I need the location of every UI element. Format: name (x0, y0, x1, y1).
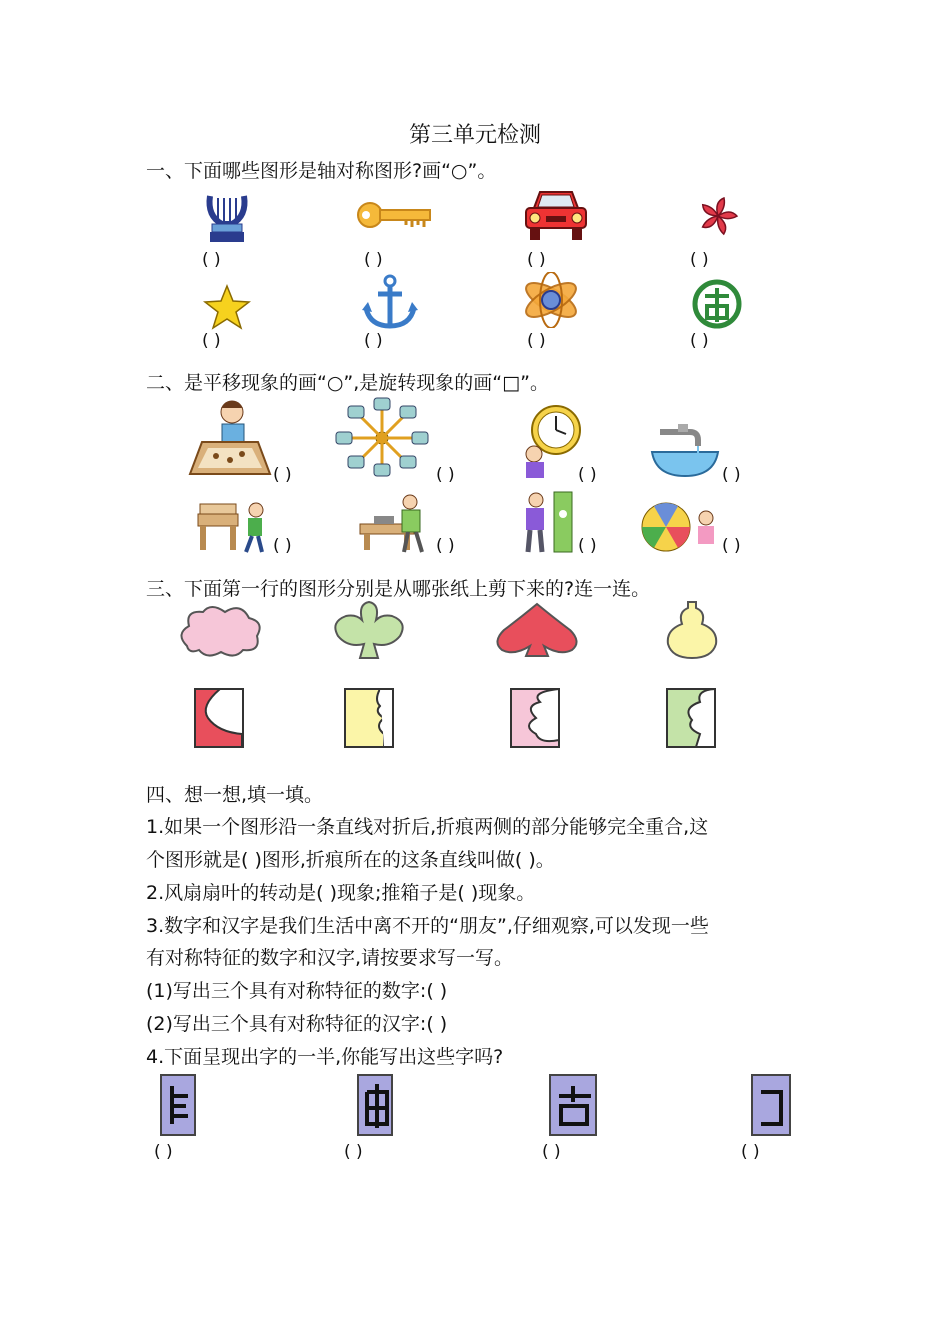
anchor-icon (360, 274, 420, 330)
q4-line-7[interactable]: (2)写出三个具有对称特征的汉字:( ) (146, 1013, 448, 1035)
q4-line-6[interactable]: (1)写出三个具有对称特征的数字:( ) (146, 980, 448, 1002)
q4-line-4: 3.数字和汉字是我们生活中离不开的“朋友”,仔细观察,可以发现一些 (146, 915, 709, 937)
q1-answer-7[interactable]: ( ) (527, 331, 546, 351)
half-char-4 (751, 1074, 791, 1136)
q2-answer-4[interactable]: ( ) (722, 465, 741, 485)
q2-answer-5[interactable]: ( ) (273, 536, 292, 556)
page-title: 第三单元检测 (408, 123, 541, 148)
q2-answer-1[interactable]: ( ) (273, 465, 292, 485)
ferris-wheel-picture (332, 396, 432, 478)
half-char-3 (549, 1074, 597, 1136)
star-icon (203, 284, 251, 330)
q1-answer-3[interactable]: ( ) (527, 250, 546, 270)
q4-answer-1[interactable]: ( ) (154, 1142, 173, 1162)
q4-line-3[interactable]: 2.风扇扇叶的转动是( )现象;推箱子是( )现象。 (146, 882, 536, 904)
q4-answer-3[interactable]: ( ) (542, 1142, 561, 1162)
green-paper[interactable] (666, 688, 716, 748)
clock-picture (520, 404, 582, 478)
red-paper[interactable] (194, 688, 244, 748)
carpenter-picture (358, 494, 438, 554)
wrench-worker-picture (518, 490, 578, 556)
q1-heading: 一、下面哪些图形是轴对称图形?画“○”。 (146, 160, 497, 182)
q1-answer-8[interactable]: ( ) (690, 331, 709, 351)
q4-line-5: 有对称特征的数字和汉字,请按要求写一写。 (146, 947, 514, 969)
atom-icon (520, 272, 582, 328)
club-shape[interactable] (328, 600, 410, 660)
q1-answer-5[interactable]: ( ) (202, 331, 221, 351)
faucet-picture (650, 420, 720, 480)
q4-answer-2[interactable]: ( ) (344, 1142, 363, 1162)
cloud-shape[interactable] (177, 604, 263, 658)
chess-board-picture (186, 396, 272, 478)
push-desk-picture (196, 498, 270, 554)
pinwheel-icon (696, 196, 740, 236)
yellow-paper[interactable] (344, 688, 394, 748)
key-icon (356, 200, 436, 230)
q4-line-8: 4.下面呈现出字的一半,你能写出这些字吗? (146, 1046, 504, 1068)
spade-shape[interactable] (494, 600, 580, 658)
q2-answer-6[interactable]: ( ) (436, 536, 455, 556)
q1-answer-4[interactable]: ( ) (690, 250, 709, 270)
q4-heading: 四、想一想,填一填。 (146, 784, 324, 806)
q2-answer-2[interactable]: ( ) (436, 465, 455, 485)
q2-answer-3[interactable]: ( ) (578, 465, 597, 485)
gourd-shape[interactable] (662, 600, 722, 660)
prize-wheel-picture (640, 500, 722, 554)
q4-line-2[interactable]: 个图形就是( )图形,折痕所在的这条直线叫做( )。 (146, 849, 555, 871)
car-icon (524, 186, 588, 244)
q1-answer-2[interactable]: ( ) (364, 250, 383, 270)
q1-answer-1[interactable]: ( ) (202, 250, 221, 270)
half-char-1 (160, 1074, 196, 1136)
q3-heading: 三、下面第一行的图形分别是从哪张纸上剪下来的?连一连。 (146, 578, 651, 600)
lyre-icon (202, 186, 252, 246)
q2-answer-7[interactable]: ( ) (578, 536, 597, 556)
q2-answer-8[interactable]: ( ) (722, 536, 741, 556)
bank-logo-icon (691, 278, 743, 330)
q4-line-1: 1.如果一个图形沿一条直线对折后,折痕两侧的部分能够完全重合,这 (146, 816, 709, 838)
q2-heading: 二、是平移现象的画“○”,是旋转现象的画“□”。 (146, 372, 549, 394)
q1-answer-6[interactable]: ( ) (364, 331, 383, 351)
pink-paper[interactable] (510, 688, 560, 748)
half-char-2 (357, 1074, 393, 1136)
q4-answer-4[interactable]: ( ) (741, 1142, 760, 1162)
